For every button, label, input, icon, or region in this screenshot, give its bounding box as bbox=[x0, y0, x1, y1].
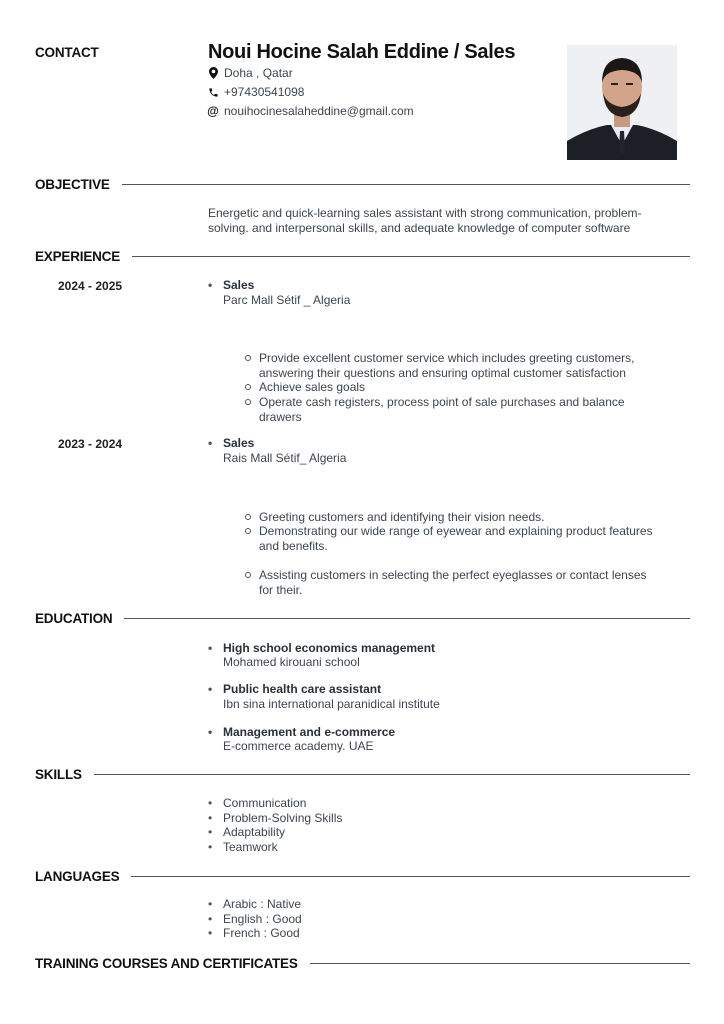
skills-heading: SKILLS bbox=[35, 767, 82, 782]
training-section-header bbox=[35, 956, 690, 971]
training-heading: TRAINING COURSES AND CERTIFICATES bbox=[35, 956, 298, 971]
job-1-duty-3 bbox=[259, 395, 625, 424]
languages-heading: LANGUAGES bbox=[35, 869, 120, 884]
objective-line-2: solving. and interpersonal skills, and adequate knowledge of computer software bbox=[208, 221, 631, 235]
job-1-duty-3-line-2: drawers bbox=[259, 409, 302, 424]
contact-heading: CONTACT bbox=[35, 45, 99, 60]
job-2-dates: 2023 - 2024 bbox=[58, 437, 123, 451]
objective-line-1: Energetic and quick-learning sales assistant with strong communication, problem- bbox=[208, 206, 642, 220]
experience-section-header bbox=[35, 249, 690, 264]
job-2-title: • Sales bbox=[223, 436, 254, 451]
job-2-duty-3 bbox=[259, 568, 647, 597]
skill-item: • Communication bbox=[223, 796, 306, 811]
experience-heading: EXPERIENCE bbox=[35, 249, 121, 264]
skill-item: • Problem-Solving Skills bbox=[223, 811, 342, 826]
section-divider bbox=[132, 256, 690, 257]
job-1-duty-3-line-1: Operate cash registers, process point of sale purchases and balance bbox=[259, 395, 625, 409]
section-divider bbox=[310, 963, 690, 964]
education-heading: EDUCATION bbox=[35, 611, 113, 626]
location-row bbox=[206, 66, 293, 80]
job-1-place: Parc Mall Sétif _ Algeria bbox=[223, 293, 351, 307]
job-1-duty-1 bbox=[259, 351, 635, 380]
section-divider bbox=[122, 184, 690, 185]
job-1-duty-1-line-2: answering their questions and ensuring optimal customer satisfaction bbox=[259, 365, 626, 380]
job-1-title: • Sales bbox=[223, 278, 254, 293]
section-divider bbox=[124, 618, 690, 619]
job-2-duty-1-line-1: Greeting customers and identifying their vision needs. bbox=[259, 510, 545, 524]
skill-item: • Teamwork bbox=[223, 840, 278, 855]
section-divider bbox=[131, 876, 690, 877]
map-pin-icon bbox=[206, 67, 220, 79]
language-item: • French : Good bbox=[223, 926, 300, 941]
job-1-duty-2 bbox=[259, 380, 365, 395]
objective-heading: OBJECTIVE bbox=[35, 177, 110, 192]
location-text: Doha , Qatar bbox=[224, 66, 293, 80]
email-text[interactable]: nouihocinesalaheddine@gmail.com bbox=[224, 104, 414, 118]
job-2-place: Rais Mall Sétif_ Algeria bbox=[223, 451, 347, 465]
job-2-duty-3-line-1: Assisting customers in selecting the perfect eyeglasses or contact lenses bbox=[259, 568, 647, 582]
phone-row bbox=[206, 85, 304, 99]
language-item: • English : Good bbox=[223, 912, 302, 927]
languages-section-header bbox=[35, 869, 690, 884]
job-2-duty-2-line-2: and benefits. bbox=[259, 538, 328, 553]
education-2-school: Ibn sina international paranidical institute bbox=[223, 697, 440, 711]
language-item: • Arabic : Native bbox=[223, 897, 301, 912]
job-2-duty-2 bbox=[259, 524, 653, 553]
section-divider bbox=[94, 774, 690, 775]
skills-section-header bbox=[35, 767, 690, 782]
job-1-duty-2-line-1: Achieve sales goals bbox=[259, 380, 366, 394]
job-1-duty-1-line-1: Provide excellent customer service which includes greeting customers, bbox=[259, 351, 635, 365]
education-section-header bbox=[35, 611, 690, 626]
education-1-title: • High school economics management bbox=[223, 641, 435, 656]
job-1-dates: 2024 - 2025 bbox=[58, 279, 123, 293]
phone-text[interactable]: +97430541098 bbox=[224, 85, 305, 99]
at-sign-icon: @ bbox=[207, 104, 219, 118]
education-2-title: • Public health care assistant bbox=[223, 682, 381, 697]
education-3-title: • Management and e-commerce bbox=[223, 725, 395, 740]
email-row bbox=[206, 104, 414, 118]
job-2-duty-2-line-1: Demonstrating our wide range of eyewear and explaining product features bbox=[259, 524, 653, 538]
education-1-school: Mohamed kirouani school bbox=[223, 655, 360, 669]
objective-section-header bbox=[35, 177, 690, 192]
job-2-duty-3-line-2: for their. bbox=[259, 582, 303, 597]
phone-icon bbox=[206, 87, 220, 98]
profile-photo bbox=[567, 45, 677, 160]
candidate-name: Noui Hocine Salah Eddine / Sales bbox=[208, 41, 516, 63]
job-2-duty-1 bbox=[259, 510, 545, 525]
skill-item: • Adaptability bbox=[223, 825, 285, 840]
education-3-school: E-commerce academy. UAE bbox=[223, 739, 374, 753]
